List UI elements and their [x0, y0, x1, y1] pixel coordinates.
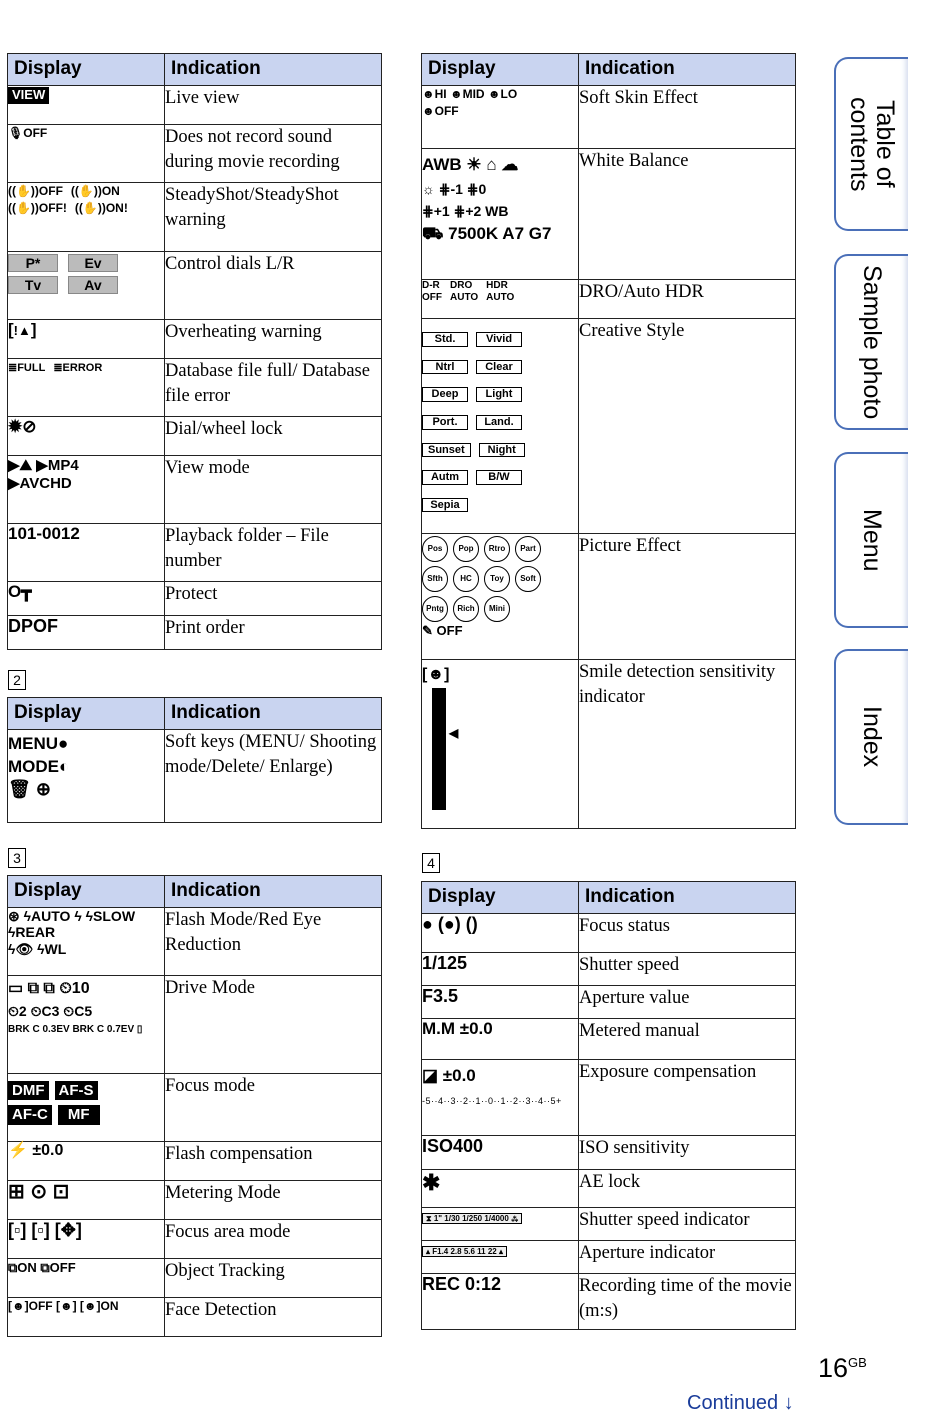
creative-style-icon: Std. Vivid Ntrl Clear Deep Light Port. Land. Sunset Night Autm B/W Sepia [422, 319, 579, 534]
table-row-text: Playback folder – File number [165, 524, 382, 582]
col-header-indication: Indication [165, 698, 382, 730]
col-header-display: Display [422, 54, 579, 86]
col-header-display: Display [8, 698, 165, 730]
metering-mode-icon: ⊞ ⊙ ⊡ [8, 1181, 165, 1220]
focus-area-icon: [▫] [▫] [✥] [8, 1220, 165, 1259]
table-row-text: Does not record sound during movie recording [165, 125, 382, 183]
flash-comp-icon: ⚡ ±0.0 [8, 1142, 165, 1181]
table-row-text: White Balance [579, 149, 796, 280]
table-row-text: Shutter speed indicator [579, 1208, 796, 1241]
table-row-text: Protect [165, 582, 382, 616]
tab-sample-photo[interactable]: Sample photo [834, 254, 908, 430]
dro-hdr-icon: D-R OFFDRO AUTOHDR AUTO [422, 280, 579, 319]
table-row-text: Drive Mode [165, 976, 382, 1074]
col-header-display: Display [422, 882, 579, 914]
face-detect-icon: [☻]OFF [☻] [☻]ON [8, 1298, 165, 1337]
col-header-indication: Indication [579, 882, 796, 914]
table-row-text: AE lock [579, 1170, 796, 1208]
table-row-text: Object Tracking [165, 1259, 382, 1298]
shutter-speed-value: 1/125 [422, 953, 579, 986]
focus-status-icon: ● (●) () [422, 914, 579, 953]
table-row-text: Soft keys (MENU/ Shooting mode/Delete/ Enlarge) [165, 730, 382, 823]
iso-value: ISO400 [422, 1136, 579, 1170]
table-row-text: Focus area mode [165, 1220, 382, 1259]
database-icon: ≣FULL ≣ERROR [8, 359, 165, 417]
tab-table-of-contents[interactable]: Table of contents [834, 57, 908, 231]
tab-menu[interactable]: Menu [834, 452, 908, 628]
table-row-text: Focus mode [165, 1074, 382, 1142]
col-header-display: Display [8, 54, 165, 86]
table-row-text: DRO/Auto HDR [579, 280, 796, 319]
table-row-text: Live view [165, 86, 382, 125]
table-row-text: Dial/wheel lock [165, 417, 382, 456]
table-row-text: ISO sensitivity [579, 1136, 796, 1170]
table-left-1 [7, 53, 382, 650]
section-number-4: 4 [422, 853, 440, 873]
aperture-scale-icon: ▴ F1.4 2.8 5.6 11 22 ▴ [422, 1241, 579, 1274]
tab-index[interactable]: Index [834, 649, 908, 825]
table-right-4 [421, 881, 796, 1330]
table-row-text: Face Detection [165, 1298, 382, 1337]
rec-time-value: REC 0:12 [422, 1274, 579, 1330]
picture-effect-icon: Pos Pop Rtro Part Sfth HC Toy Soft Pntg Rich Mini ✎ OFF [422, 534, 579, 660]
col-header-indication: Indication [579, 54, 796, 86]
flash-mode-icon: ⊛ ϟAUTO ϟ ϟSLOW ϟREAR ϟ👁 ϟWL [8, 908, 165, 976]
continued-link[interactable]: Continued ↓ [687, 1392, 794, 1414]
table-row-text: Smile detection sensitivity indicator [579, 660, 796, 829]
protect-key-icon: O┳ [8, 582, 165, 616]
table-row-text: Aperture value [579, 986, 796, 1019]
exposure-comp-icon: ◪ ±0.0 -5··4··3··2··1··0··1··2··3··4··5+ [422, 1060, 579, 1136]
section-number-3: 3 [8, 848, 26, 868]
table-row-text: Soft Skin Effect [579, 86, 796, 149]
aperture-value: F3.5 [422, 986, 579, 1019]
dial-lock-icon: ✹⊘ [8, 417, 165, 456]
mic-off-icon: 🎙OFF [8, 125, 165, 183]
drive-mode-icon: ▭ ⧉ ⧉ ⏲10 ⏲2 ⏲C3 ⏲C5 BRK C 0.3EV BRK C 0.7EV ▯ [8, 976, 165, 1074]
table-left-3 [7, 875, 382, 1337]
smile-indicator-icon: [☻] ◀ [422, 660, 579, 829]
table-row-text: Metering Mode [165, 1181, 382, 1220]
table-row-text: Flash compensation [165, 1142, 382, 1181]
soft-skin-icon: ☻HI ☻MID ☻LO ☻OFF [422, 86, 579, 149]
ae-lock-icon: ✱ [422, 1170, 579, 1208]
live-view-icon: VIEW [8, 86, 165, 125]
table-row-text: Recording time of the movie (m:s) [579, 1274, 796, 1330]
table-left-2 [7, 697, 382, 823]
dpof-label: DPOF [8, 616, 165, 650]
col-header-indication: Indication [165, 876, 382, 908]
col-header-indication: Indication [165, 54, 382, 86]
table-row-text: Shutter speed [579, 953, 796, 986]
table-row-text: Picture Effect [579, 534, 796, 660]
section-number-2: 2 [8, 670, 26, 690]
col-header-display: Display [8, 876, 165, 908]
soft-keys-icon: MENU● MODE◐ 🗑 ⊕ [8, 730, 165, 823]
arrow-down-icon: ↓ [783, 1392, 794, 1414]
table-row-text: View mode [165, 456, 382, 524]
folder-number-label: 101-0012 [8, 524, 165, 582]
table-row-text: Flash Mode/Red Eye Reduction [165, 908, 382, 976]
shutter-scale-icon: ⧗ 1" 1/30 1/250 1/4000 ⁂ [422, 1208, 579, 1241]
overheating-icon: [!▲] [8, 320, 165, 359]
table-row-text: Database file full/ Database file error [165, 359, 382, 417]
tracking-icon: ⧉ON ⧉OFF [8, 1259, 165, 1298]
table-row-text: Print order [165, 616, 382, 650]
table-row-text: Overheating warning [165, 320, 382, 359]
table-row-text: Control dials L/R [165, 252, 382, 320]
table-row-text: Exposure compensation [579, 1060, 796, 1136]
focus-mode-icon: DMF AF-S AF-C MF [8, 1074, 165, 1142]
view-mode-icon: ▶⛰ ▶MP4 ▶AVCHD [8, 456, 165, 524]
table-row-text: Focus status [579, 914, 796, 953]
table-row-text: Creative Style [579, 319, 796, 534]
white-balance-icon: AWB ☀ ⌂ ☁ ☼ ⋕-1 ⋕0 ⋕+1 ⋕+2 WB ⛟ 7500K A7 G7 [422, 149, 579, 280]
steadyshot-icon: ((✋))OFF ((✋))ON ((✋))OFF! ((✋))ON! [8, 183, 165, 252]
table-right-1 [421, 53, 796, 829]
table-row-text: Metered manual [579, 1019, 796, 1060]
page-number: $16^{GB}$ [818, 1353, 867, 1383]
metered-manual-value: M.M ±0.0 [422, 1019, 579, 1060]
table-row-text: SteadyShot/SteadyShot warning [165, 183, 382, 252]
table-row-text: Aperture indicator [579, 1241, 796, 1274]
control-dial-icon: P* Ev Tv Av [8, 252, 165, 320]
